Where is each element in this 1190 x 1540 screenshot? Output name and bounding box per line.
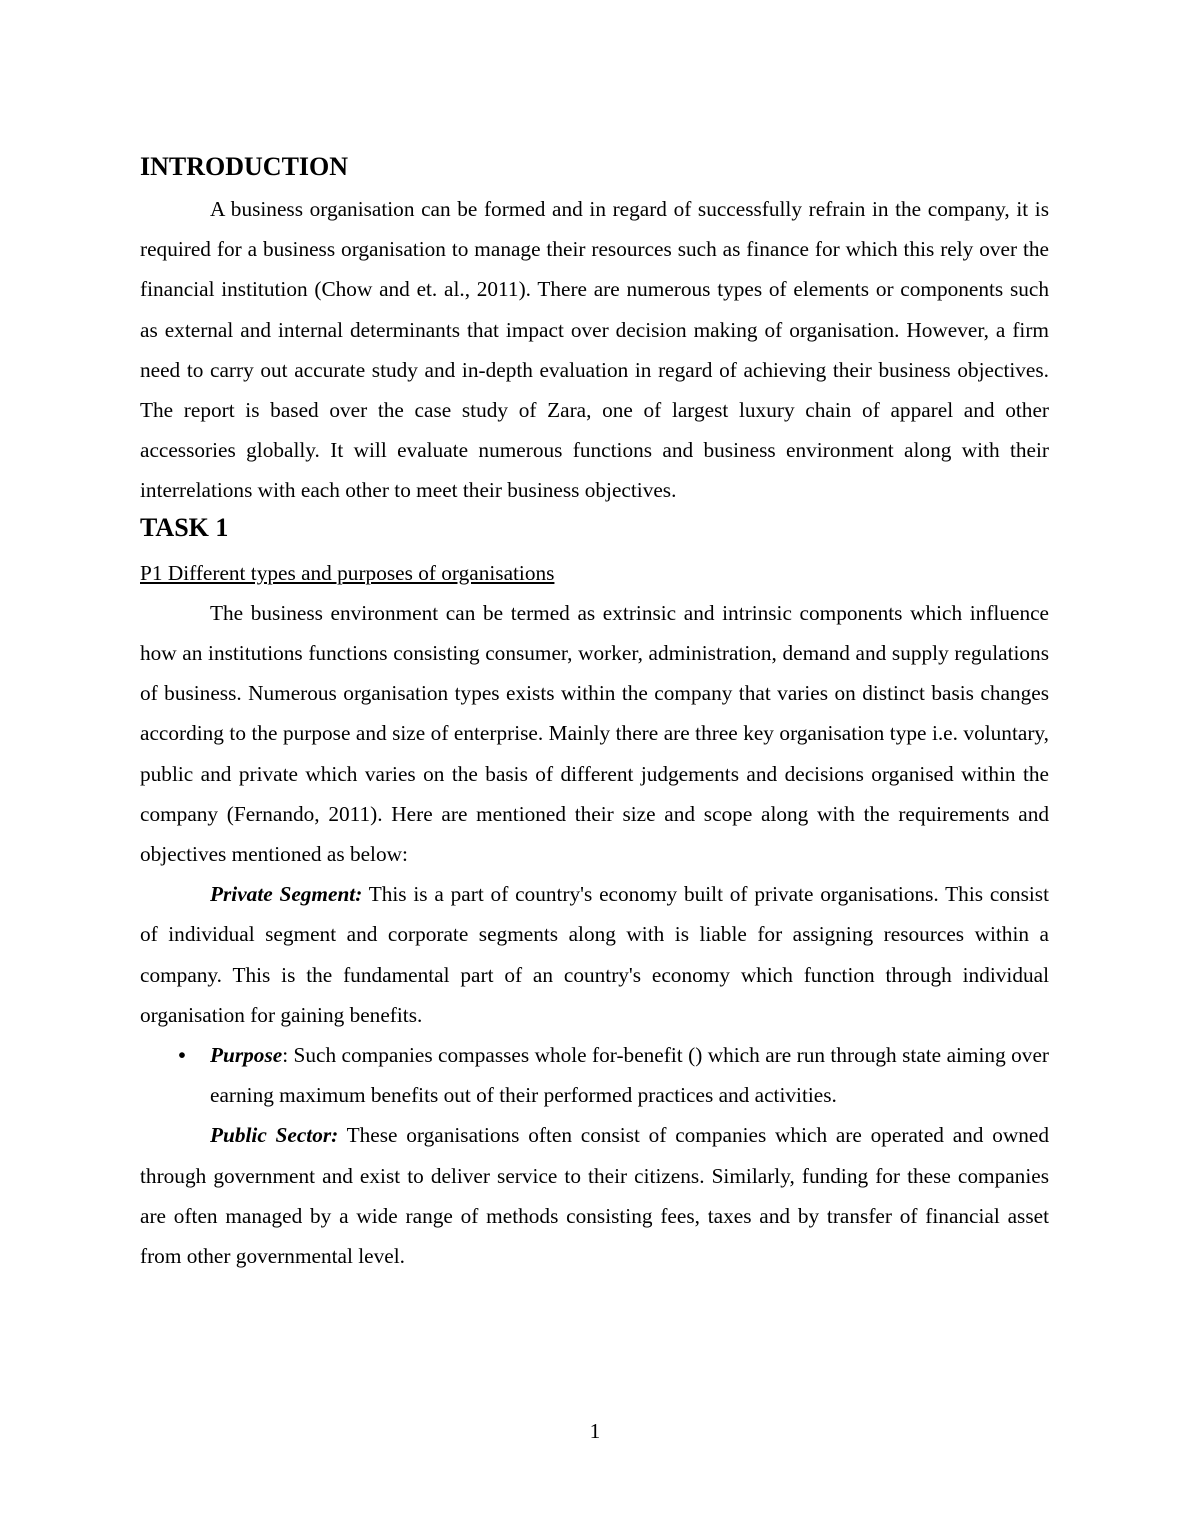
purpose-text: : Such companies compasses whole for-benefit () which are run through state aiming over earning maximum benefits out of their performed practices and activities. <box>210 1043 1049 1108</box>
introduction-paragraph: A business organisation can be formed and in regard of successfully refrain in the company, it is required for a business organisation to manage their resources such as finance for which this rely over the financial institution (Chow and et. al., 2011). There are numerous types of elements or components such as external and internal determinants that impact over decision making of organisation. However, a firm need to carry out accurate study and in-depth evaluation in regard of achieving their business objectives. The report is based over the case study of Zara, one of largest luxury chain of apparel and other accessories globally. It will evaluate numerous functions and business environment along with their interrelations with each other to meet their business objectives. <box>140 197 1049 503</box>
private-segment-text: This is a part of country's economy built of private organisations. This consist of individual segment and corporate segments along with is liable for assigning resources within a company. This is the fundamental part of an country's economy which function through individual organisation for gaining benefits. <box>140 882 1049 1027</box>
page-content <box>140 150 1049 1276</box>
public-sector-text: These organisations often consist of companies which are operated and owned through government and exist to deliver service to their citizens. Similarly, funding for these companies are often managed by a wide range of methods consisting fees, taxes and by transfer of financial asset from other governmental level. <box>140 1123 1050 1269</box>
page-number: 1 <box>589 1419 601 1443</box>
task-1-heading: TASK 1 <box>140 512 229 542</box>
p1-subheading: P1 Different types and purposes of organisations <box>140 560 555 585</box>
public-sector-term: Public Sector: <box>210 1123 339 1148</box>
private-segment-term: Private Segment: <box>210 882 363 907</box>
purpose-bullet-item <box>140 1035 1049 1115</box>
introduction-heading: INTRODUCTION <box>140 152 349 181</box>
public-sector-paragraph <box>140 1115 1049 1276</box>
bullet-icon: • <box>178 1043 186 1068</box>
p1-paragraph: The business environment can be termed as extrinsic and intrinsic components which influence how an institutions functions consisting consumer, worker, administration, demand and supply regulations of business. Numerous organisation types exists within the company that varies on distinct basis changes according to the purpose and size of enterprise. Mainly there are three key organisation type i.e. voluntary, public and private which varies on the basis of different judgements and decisions organised within the company (Fernando, 2011). Here are mentioned their size and scope along with the requirements and objectives mentioned as below: <box>140 600 1049 867</box>
purpose-term: Purpose <box>210 1043 283 1068</box>
private-segment-paragraph <box>140 874 1049 1035</box>
